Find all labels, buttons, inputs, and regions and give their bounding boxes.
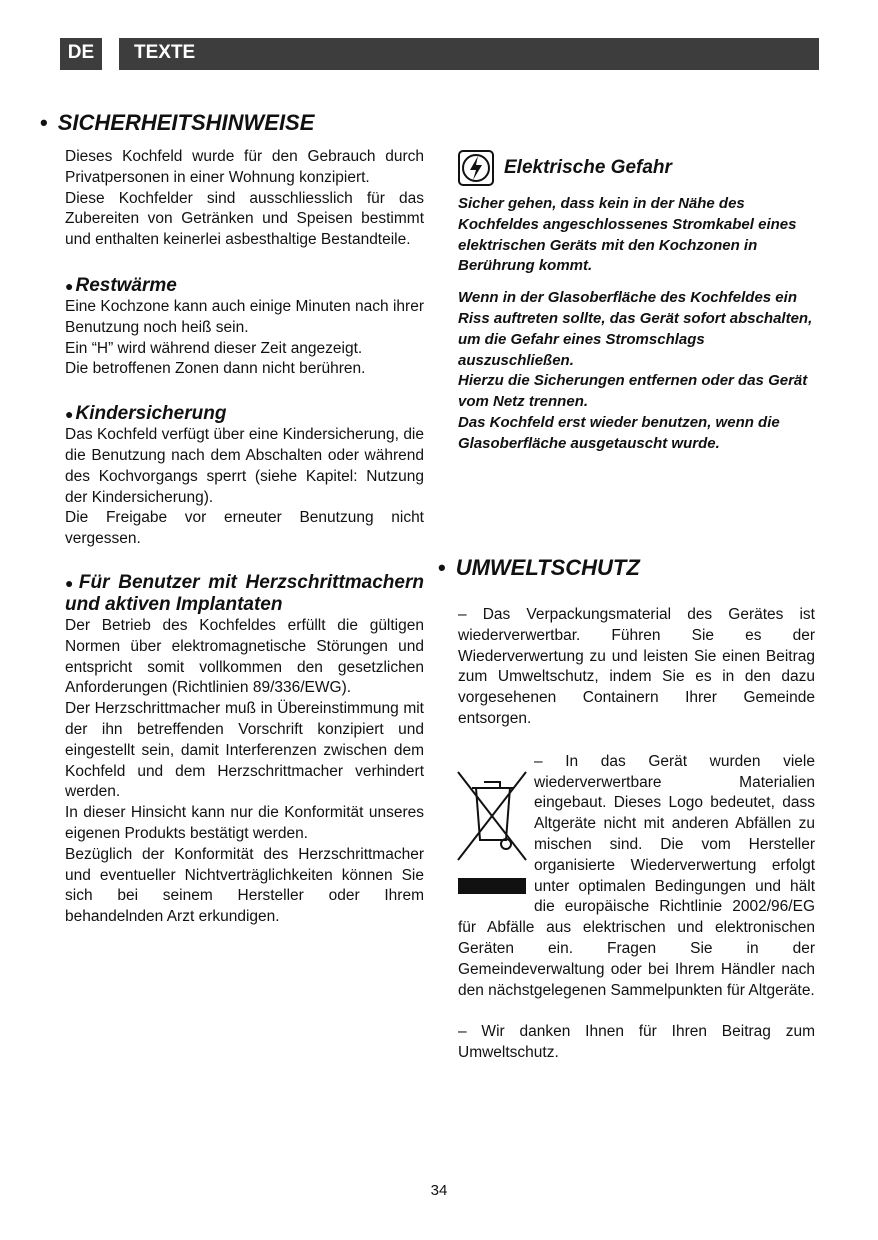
- kinder-heading: ● Kindersicherung: [65, 403, 227, 425]
- environment-paragraph: – In das Gerät wurden viele wiederverwertbare Materialien eingebaut. Dieses Logo bedeutet, dass Altgeräte nicht mit anderen Abfällen zu mischen sind. Die vom Hersteller organisierte Wiederverwertung erfolgt unter optimalen Bedingungen und hält die europäische Richtlinie 2002/96/EG für Abfälle aus elektrischen und elektronischen Geräten ein. Fragen Sie in der Gemeindeverwaltung oder bei Ihrem Händler nach den nächstgelegenen Sammelpunkten für Altgeräte.: [458, 752, 815, 1002]
- weee-bin-icon: [454, 760, 530, 900]
- section-header: TEXTE: [119, 38, 819, 70]
- environment-title: • UMWELTSCHUTZ: [438, 555, 640, 580]
- herz-text: Der Betrieb des Kochfeldes erfüllt die gültigen Normen über elektromagnetische Störungen und entspricht somit vollkommen den gesetzlichen Anforderungen (Richtlinien 89/336/EWG).: [65, 616, 424, 697]
- electric-warning: Das Kochfeld erst wieder benutzen, wenn die Glasoberfläche ausgetauscht wurde.: [458, 413, 780, 452]
- intro-paragraph: Diese Kochfelder sind ausschliesslich für das Zubereiten von Getränken und Speisen bestimmt und enthalten keinerlei asbesthaltige Bestandteile.: [65, 189, 424, 249]
- intro-paragraph: Dieses Kochfeld wurde für den Gebrauch durch Privatpersonen in einer Wohnung konzipiert.: [65, 148, 424, 186]
- restwaerme-text: Eine Kochzone kann auch einige Minuten nach ihrer Benutzung noch heiß sein.: [65, 297, 424, 336]
- environment-paragraph: – Wir danken Ihnen für Ihren Beitrag zum Umweltschutz.: [458, 1023, 815, 1062]
- herz-heading: ● Für Benutzer mit Herzschrittmachern und aktiven Implantaten: [65, 571, 424, 615]
- herz-text: In dieser Hinsicht kann nur die Konformität unseres eigenen Produkts bestätigt werden.: [65, 804, 424, 842]
- language-tab: DE: [60, 38, 102, 70]
- electric-warning: Wenn in der Glasoberfläche des Kochfeldes ein Riss auftreten sollte, das Gerät sofort abschalten, um die Gefahr eines Stromschlags auszuschließen.: [458, 289, 813, 369]
- kinder-text: Das Kochfeld verfügt über eine Kindersicherung, die die Benutzung nach dem Abschalten oder während des Kochvorgangs sperrt (siehe Kapitel: Nutzung der Kindersicherung).: [65, 426, 424, 506]
- environment-paragraph: – Das Verpackungsmaterial des Gerätes ist wiederverwertbar. Führen Sie es der Wiederverwertung zu und leisten Sie einen Beitrag zum Umweltschutz, indem Sie es in den dazu vorgesehenen Containern Ihrer Gemeinde entsorgen.: [458, 606, 815, 727]
- electric-danger-heading: Elektrische Gefahr: [504, 157, 672, 178]
- safety-title: • SICHERHEITSHINWEISE: [40, 110, 315, 135]
- environment-column: [458, 605, 815, 1064]
- lightning-warning-icon: [458, 150, 494, 186]
- electric-warning: Hierzu die Sicherungen entfernen oder das Gerät vom Netz trennen.: [458, 372, 808, 411]
- safety-title-text: SICHERHEITSHINWEISE: [57, 110, 315, 135]
- electric-warning: Sicher gehen, dass kein in der Nähe des Kochfeldes angeschlossenes Stromkabel eines elektrischen Geräts mit den Kochzonen in Berührung kommt.: [458, 195, 797, 275]
- environment-title-text: UMWELTSCHUTZ: [455, 555, 640, 580]
- restwaerme-text: Ein “H” wird während dieser Zeit angezeigt.: [65, 339, 363, 357]
- restwaerme-heading: ● Restwärme: [65, 274, 177, 296]
- left-column: [65, 147, 424, 928]
- herz-text: Der Herzschrittmacher muß in Übereinstimmung mit der ihn betreffenden Vorschrift konzipiert und eingestellt sein, damit Interferenzen zwischen dem Kochfeld und dem Herzschrittmacher verhindert werden.: [65, 700, 424, 801]
- herz-text: Bezüglich der Konformität des Herzschrittmacher und eventueller Nichtverträglichkeiten können Sie sich bei seinem Hersteller oder Ihrem behandelnden Arzt erkundigen.: [65, 845, 424, 926]
- restwaerme-text: Die betroffenen Zonen dann nicht berühren.: [65, 360, 366, 378]
- electric-danger-header: [458, 150, 815, 186]
- kinder-text: Die Freigabe vor erneuter Benutzung nicht vergessen.: [65, 509, 424, 548]
- right-column: [458, 150, 815, 455]
- page-number: 34: [430, 1182, 448, 1199]
